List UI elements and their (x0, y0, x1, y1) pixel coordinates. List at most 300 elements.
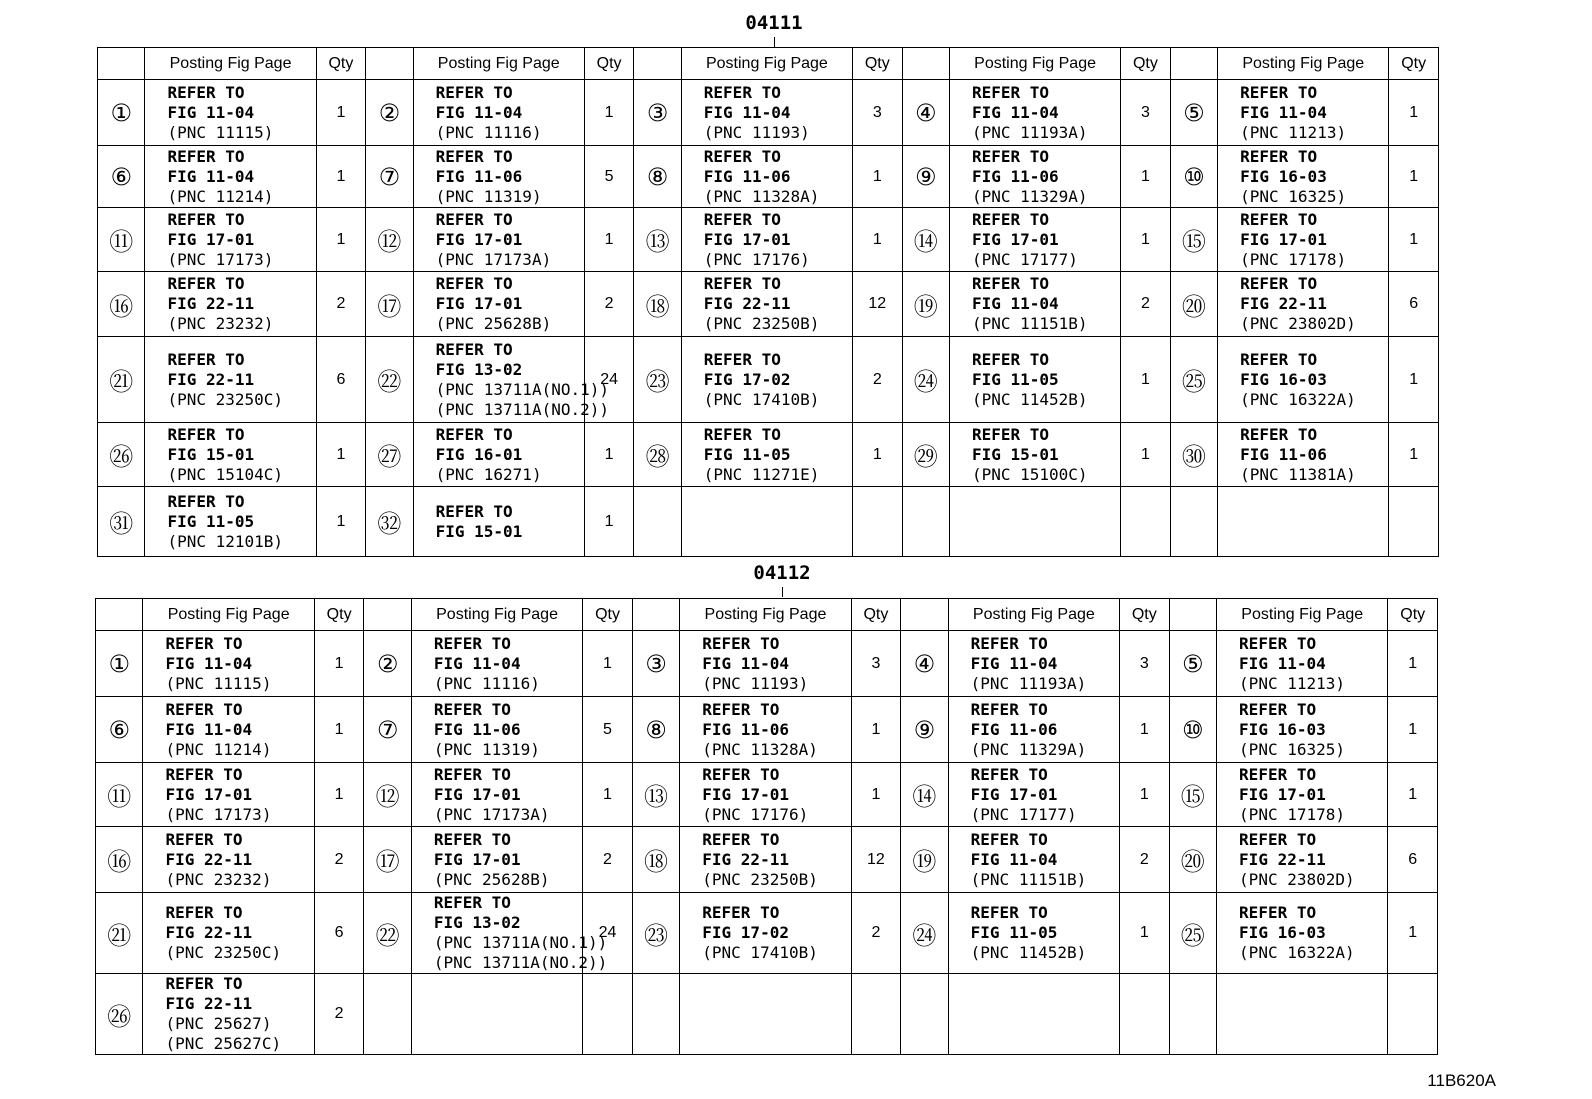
reference-line: FIG 11-04 (971, 294, 1059, 313)
item-qty: 1 (316, 208, 366, 272)
item-number: ㉙ (902, 423, 949, 487)
reference-line: FIG 11-06 (433, 719, 521, 739)
header-qty: Qty (314, 599, 364, 631)
item-number: ㉓ (634, 337, 681, 423)
reference-line: REFER TO (167, 146, 245, 166)
reference-line: REFER TO (1239, 764, 1317, 784)
posting-reference (145, 337, 316, 423)
reference-line: REFER TO (435, 339, 513, 359)
item-qty: 1 (1121, 208, 1171, 272)
header-number-cell (901, 599, 948, 631)
item-number: ㉔ (902, 337, 949, 423)
reference-line: FIG 13-02 (433, 913, 521, 932)
item-qty: 1 (316, 423, 366, 487)
item-qty: 1 (853, 146, 903, 208)
reference-line: (PNC 11193A) (971, 122, 1088, 142)
item-number: ㉜ (366, 487, 413, 557)
reference-line: REFER TO (702, 903, 780, 922)
reference-line: REFER TO (971, 424, 1050, 444)
item-qty: 2 (314, 974, 364, 1055)
reference-line: FIG 11-06 (703, 166, 791, 186)
item-qty (1388, 974, 1438, 1055)
item-qty: 1 (584, 80, 634, 146)
reference-line: (PNC 11328A) (702, 739, 818, 759)
table-row (96, 697, 1438, 763)
reference-line: FIG 22-11 (703, 294, 791, 313)
posting-reference (411, 827, 582, 893)
posting-reference (949, 146, 1120, 208)
item-number: ⑦ (364, 697, 411, 763)
item-number (632, 974, 679, 1055)
item-qty: 1 (316, 80, 366, 146)
reference-line: FIG 16-03 (1240, 166, 1327, 186)
item-qty: 1 (1120, 697, 1170, 763)
reference-line: FIG 17-02 (703, 369, 791, 389)
item-number: ⑦ (366, 146, 413, 208)
item-qty: 3 (851, 631, 901, 697)
item-qty: 1 (1388, 697, 1438, 763)
table-row (98, 337, 1439, 423)
reference-line: REFER TO (1240, 209, 1318, 229)
posting-reference (948, 697, 1119, 763)
reference-line: FIG 11-04 (1240, 102, 1327, 122)
reference-line: FIG 17-01 (1239, 784, 1326, 804)
header-number-cell (364, 599, 411, 631)
reference-line: (PNC 11115) (167, 122, 274, 142)
reference-line: FIG 17-01 (1240, 229, 1327, 249)
reference-line: (PNC 11213) (1239, 673, 1346, 693)
reference-line: REFER TO (433, 633, 511, 653)
reference-line: FIG 11-04 (970, 849, 1058, 869)
reference-line: FIG 11-04 (703, 102, 791, 122)
item-number: ⑬ (632, 763, 679, 827)
posting-reference (145, 208, 316, 272)
reference-line: (PNC 16325) (1239, 739, 1346, 759)
posting-reference (143, 827, 314, 893)
reference-line: REFER TO (167, 424, 245, 444)
item-qty: 1 (1388, 893, 1438, 974)
item-qty: 1 (1388, 631, 1438, 697)
reference-line: (PNC 23250C) (165, 943, 282, 962)
item-qty: 1 (1389, 208, 1439, 272)
posting-reference (949, 337, 1120, 423)
item-qty: 5 (583, 697, 633, 763)
reference-line: FIG 11-04 (165, 653, 253, 673)
item-qty: 1 (853, 208, 903, 272)
reference-line: REFER TO (435, 146, 513, 166)
reference-line: REFER TO (1239, 903, 1317, 922)
reference-line: REFER TO (433, 699, 511, 719)
item-number: ㉕ (1169, 893, 1216, 974)
item-number: ⑭ (902, 208, 949, 272)
header-number-cell (1170, 48, 1217, 80)
item-qty: 1 (1121, 337, 1171, 423)
item-number (901, 974, 948, 1055)
reference-line: (PNC 15100C) (971, 464, 1088, 484)
reference-line: (PNC 16271) (435, 464, 542, 484)
item-number: ⑨ (901, 697, 948, 763)
item-qty: 24 (583, 893, 633, 974)
posting-reference (145, 146, 316, 208)
kit-code-04112: 04112 (753, 562, 811, 584)
reference-line: FIG 17-01 (702, 784, 789, 804)
table-row (98, 272, 1439, 337)
item-qty: 1 (1388, 763, 1438, 827)
reference-line: (PNC 11193) (702, 673, 809, 693)
posting-reference (681, 80, 852, 146)
reference-line: REFER TO (703, 82, 781, 102)
header-number-cell (96, 599, 143, 631)
posting-reference (948, 827, 1119, 893)
reference-line: FIG 15-01 (971, 444, 1059, 464)
reference-line: (PNC 13711A(NO.1)) (433, 933, 608, 952)
table-row (96, 893, 1438, 974)
reference-line: FIG 17-02 (702, 923, 789, 942)
reference-line: REFER TO (435, 274, 513, 293)
item-number (902, 487, 949, 557)
kit-table-04112 (95, 598, 1438, 1055)
item-qty: 1 (314, 763, 364, 827)
posting-reference (949, 423, 1120, 487)
item-number: ⑲ (901, 827, 948, 893)
reference-line: (PNC 17173) (167, 249, 274, 269)
item-qty (1389, 487, 1439, 557)
header-qty: Qty (1120, 599, 1170, 631)
posting-reference (411, 631, 582, 697)
reference-line: REFER TO (1240, 146, 1318, 166)
item-qty: 12 (853, 272, 903, 337)
reference-line: (PNC 25628B) (435, 314, 552, 333)
item-number: ⑪ (96, 763, 143, 827)
reference-line: REFER TO (970, 633, 1048, 653)
reference-line: FIG 13-02 (435, 359, 523, 379)
reference-line: (PNC 23250B) (702, 869, 818, 889)
reference-line: REFER TO (970, 903, 1048, 922)
reference-line: (PNC 13711A(NO.2)) (433, 953, 608, 972)
header-posting-fig-page: Posting Fig Page (681, 48, 852, 80)
item-qty: 1 (316, 146, 366, 208)
reference-line: REFER TO (703, 146, 781, 166)
reference-line: (PNC 17173) (165, 804, 272, 824)
posting-reference (1218, 146, 1389, 208)
posting-reference (1217, 697, 1388, 763)
kit-title-connector (782, 587, 783, 597)
item-qty: 3 (1120, 631, 1170, 697)
item-qty: 1 (1389, 337, 1439, 423)
posting-reference (681, 423, 852, 487)
posting-reference (680, 763, 851, 827)
reference-line: REFER TO (971, 349, 1050, 369)
table-row (96, 974, 1438, 1055)
reference-line: (PNC 11319) (435, 186, 542, 206)
reference-line: REFER TO (167, 274, 245, 293)
item-number: ㉕ (1170, 337, 1217, 423)
header-qty: Qty (853, 48, 903, 80)
reference-line: (PNC 11151B) (970, 869, 1087, 889)
header-posting-fig-page: Posting Fig Page (680, 599, 851, 631)
reference-line: FIG 22-11 (1239, 849, 1326, 869)
posting-reference (948, 631, 1119, 697)
reference-line: REFER TO (167, 82, 245, 102)
posting-reference (1217, 827, 1388, 893)
reference-line: REFER TO (165, 974, 243, 993)
reference-line: (PNC 11319) (433, 739, 540, 759)
reference-line: REFER TO (702, 829, 780, 849)
item-number: ㉚ (1170, 423, 1217, 487)
item-number: ㉔ (901, 893, 948, 974)
item-number: ㉒ (364, 893, 411, 974)
header-posting-fig-page: Posting Fig Page (948, 599, 1119, 631)
item-qty (1121, 487, 1171, 557)
header-qty: Qty (583, 599, 633, 631)
table-row (96, 631, 1438, 697)
item-qty: 2 (1120, 827, 1170, 893)
reference-line: (PNC 11214) (165, 739, 272, 759)
reference-line: REFER TO (165, 903, 243, 922)
item-number: ㉗ (366, 423, 413, 487)
posting-reference (1218, 80, 1389, 146)
posting-reference (681, 337, 852, 423)
reference-line: (PNC 11271E) (703, 464, 820, 484)
table-row (98, 208, 1439, 272)
kit-title-connector (774, 37, 775, 47)
item-number: ② (366, 80, 413, 146)
posting-reference (680, 893, 851, 974)
item-qty: 2 (1121, 272, 1171, 337)
header-posting-fig-page: Posting Fig Page (145, 48, 316, 80)
reference-line: FIG 17-01 (167, 229, 255, 249)
reference-line: FIG 22-11 (165, 849, 253, 869)
reference-line: (PNC 11452B) (971, 389, 1088, 409)
table-row (98, 423, 1439, 487)
posting-reference (1218, 423, 1389, 487)
table-row (96, 763, 1438, 827)
header-number-cell (366, 48, 413, 80)
header-posting-fig-page: Posting Fig Page (1218, 48, 1389, 80)
reference-line: REFER TO (703, 349, 781, 369)
header-number-cell (902, 48, 949, 80)
item-qty: 1 (851, 697, 901, 763)
reference-line: (PNC 16325) (1240, 186, 1347, 206)
item-qty: 2 (314, 827, 364, 893)
reference-line: REFER TO (433, 893, 511, 912)
item-number: ⑫ (364, 763, 411, 827)
posting-reference (145, 487, 316, 557)
kit-code-04111: 04111 (745, 12, 803, 34)
table-row (98, 487, 1439, 557)
reference-line: REFER TO (165, 829, 243, 849)
item-qty: 2 (316, 272, 366, 337)
reference-line: FIG 22-11 (167, 294, 255, 313)
item-number: ① (98, 80, 145, 146)
item-number: ⑳ (1169, 827, 1216, 893)
header-number-cell (1169, 599, 1216, 631)
reference-line: REFER TO (1239, 633, 1317, 653)
kit-table-04111 (97, 47, 1439, 557)
reference-line: FIG 17-01 (165, 784, 253, 804)
posting-reference (948, 763, 1119, 827)
reference-line: (PNC 23232) (167, 314, 274, 333)
reference-line: FIG 16-03 (1239, 719, 1326, 739)
item-qty: 1 (1120, 763, 1170, 827)
header-qty: Qty (1389, 48, 1439, 80)
posting-reference (1217, 974, 1388, 1055)
item-number: ㉘ (634, 423, 681, 487)
reference-line: REFER TO (167, 491, 245, 511)
item-number: ④ (901, 631, 948, 697)
reference-line: REFER TO (703, 274, 781, 293)
reference-line: REFER TO (433, 829, 511, 849)
posting-reference (681, 208, 852, 272)
item-number: ㉑ (96, 893, 143, 974)
reference-line: FIG 11-04 (165, 719, 253, 739)
item-qty: 1 (1389, 80, 1439, 146)
reference-line: FIG 11-05 (971, 369, 1059, 389)
reference-line: (PNC 11329A) (970, 739, 1087, 759)
header-qty: Qty (316, 48, 366, 80)
item-number: ② (364, 631, 411, 697)
posting-reference (680, 974, 851, 1055)
reference-line: FIG 16-03 (1239, 923, 1326, 942)
item-number (634, 487, 681, 557)
item-number: ④ (902, 80, 949, 146)
posting-reference (680, 697, 851, 763)
header-qty: Qty (851, 599, 901, 631)
item-qty: 1 (314, 631, 364, 697)
posting-reference (411, 763, 582, 827)
item-number: ⑮ (1169, 763, 1216, 827)
table-row (98, 146, 1439, 208)
reference-line: (PNC 15104C) (167, 464, 284, 484)
reference-line: REFER TO (165, 764, 243, 784)
table-row (98, 80, 1439, 146)
reference-line: REFER TO (1240, 82, 1318, 102)
item-number: ⑭ (901, 763, 948, 827)
item-qty: 3 (853, 80, 903, 146)
item-qty: 1 (1389, 146, 1439, 208)
reference-line: REFER TO (435, 209, 513, 229)
reference-line: FIG 11-04 (1239, 653, 1326, 673)
item-qty: 1 (584, 423, 634, 487)
reference-line: FIG 17-01 (970, 784, 1058, 804)
reference-line: FIG 15-01 (435, 521, 523, 541)
item-number: ⑥ (98, 146, 145, 208)
item-number: ⑰ (364, 827, 411, 893)
reference-line: (PNC 11116) (435, 122, 542, 142)
reference-line: FIG 11-04 (167, 166, 255, 186)
posting-reference (948, 893, 1119, 974)
reference-line: (PNC 17177) (971, 249, 1078, 269)
item-qty: 1 (583, 631, 633, 697)
reference-line: REFER TO (971, 82, 1050, 102)
item-number: ⑥ (96, 697, 143, 763)
reference-line: REFER TO (1239, 829, 1317, 849)
reference-line: (PNC 11115) (165, 673, 272, 693)
reference-line: REFER TO (971, 274, 1050, 293)
reference-line: (PNC 23802D) (1239, 869, 1355, 889)
reference-line: REFER TO (970, 699, 1048, 719)
posting-reference (413, 146, 584, 208)
reference-line: (PNC 11328A) (703, 186, 820, 206)
reference-line: FIG 11-06 (1240, 444, 1327, 464)
item-number: ㉓ (632, 893, 679, 974)
posting-reference (413, 80, 584, 146)
reference-line: REFER TO (970, 829, 1048, 849)
reference-line: FIG 11-06 (971, 166, 1059, 186)
item-qty: 24 (584, 337, 634, 423)
reference-line: REFER TO (702, 633, 780, 653)
item-qty: 2 (853, 337, 903, 423)
posting-reference (411, 974, 582, 1055)
item-qty: 1 (316, 487, 366, 557)
reference-line: (PNC 13711A(NO.1)) (435, 379, 609, 399)
item-number: ⑮ (1170, 208, 1217, 272)
reference-line: (PNC 17176) (703, 249, 810, 269)
reference-line: REFER TO (971, 209, 1050, 229)
reference-line: FIG 11-06 (702, 719, 789, 739)
posting-reference (145, 80, 316, 146)
reference-line: (PNC 17173A) (433, 804, 550, 824)
posting-reference (143, 974, 314, 1055)
item-number: ⑰ (366, 272, 413, 337)
reference-line: FIG 22-11 (165, 994, 253, 1013)
reference-line: (PNC 23232) (165, 869, 272, 889)
reference-line: FIG 11-04 (702, 653, 789, 673)
reference-line: FIG 17-01 (703, 229, 791, 249)
header-posting-fig-page: Posting Fig Page (411, 599, 582, 631)
reference-line: (PNC 25627C) (165, 1034, 282, 1053)
item-qty: 2 (851, 893, 901, 974)
item-number: ㉖ (98, 423, 145, 487)
item-number: ⑯ (98, 272, 145, 337)
posting-reference (1218, 337, 1389, 423)
reference-line: FIG 11-04 (970, 653, 1058, 673)
reference-line: FIG 17-01 (433, 784, 521, 804)
posting-reference (680, 827, 851, 893)
reference-line: (PNC 16322A) (1239, 943, 1355, 962)
table-row (96, 827, 1438, 893)
item-qty: 1 (314, 697, 364, 763)
item-qty: 5 (584, 146, 634, 208)
item-qty: 1 (1121, 146, 1171, 208)
item-number: ⑫ (366, 208, 413, 272)
posting-reference (413, 423, 584, 487)
header-number-cell (98, 48, 145, 80)
header-posting-fig-page: Posting Fig Page (1217, 599, 1388, 631)
reference-line: (PNC 16322A) (1240, 389, 1356, 409)
item-number: ① (96, 631, 143, 697)
reference-line: FIG 11-04 (435, 102, 523, 122)
reference-line: REFER TO (1240, 274, 1318, 293)
posting-reference (949, 272, 1120, 337)
reference-line: (PNC 11193) (703, 122, 810, 142)
reference-line: FIG 16-03 (1240, 369, 1327, 389)
header-row (98, 48, 1439, 80)
reference-line: (PNC 11381A) (1240, 464, 1356, 484)
item-qty: 1 (1389, 423, 1439, 487)
header-posting-fig-page: Posting Fig Page (949, 48, 1120, 80)
reference-line: (PNC 23802D) (1240, 314, 1356, 333)
item-qty (1120, 974, 1170, 1055)
item-number: ⑳ (1170, 272, 1217, 337)
reference-line: (PNC 17178) (1240, 249, 1347, 269)
item-number: ⑲ (902, 272, 949, 337)
reference-line: FIG 17-01 (971, 229, 1059, 249)
item-qty: 3 (1121, 80, 1171, 146)
reference-line: REFER TO (435, 82, 513, 102)
reference-line: FIG 11-05 (970, 923, 1058, 942)
reference-line: FIG 11-04 (167, 102, 255, 122)
